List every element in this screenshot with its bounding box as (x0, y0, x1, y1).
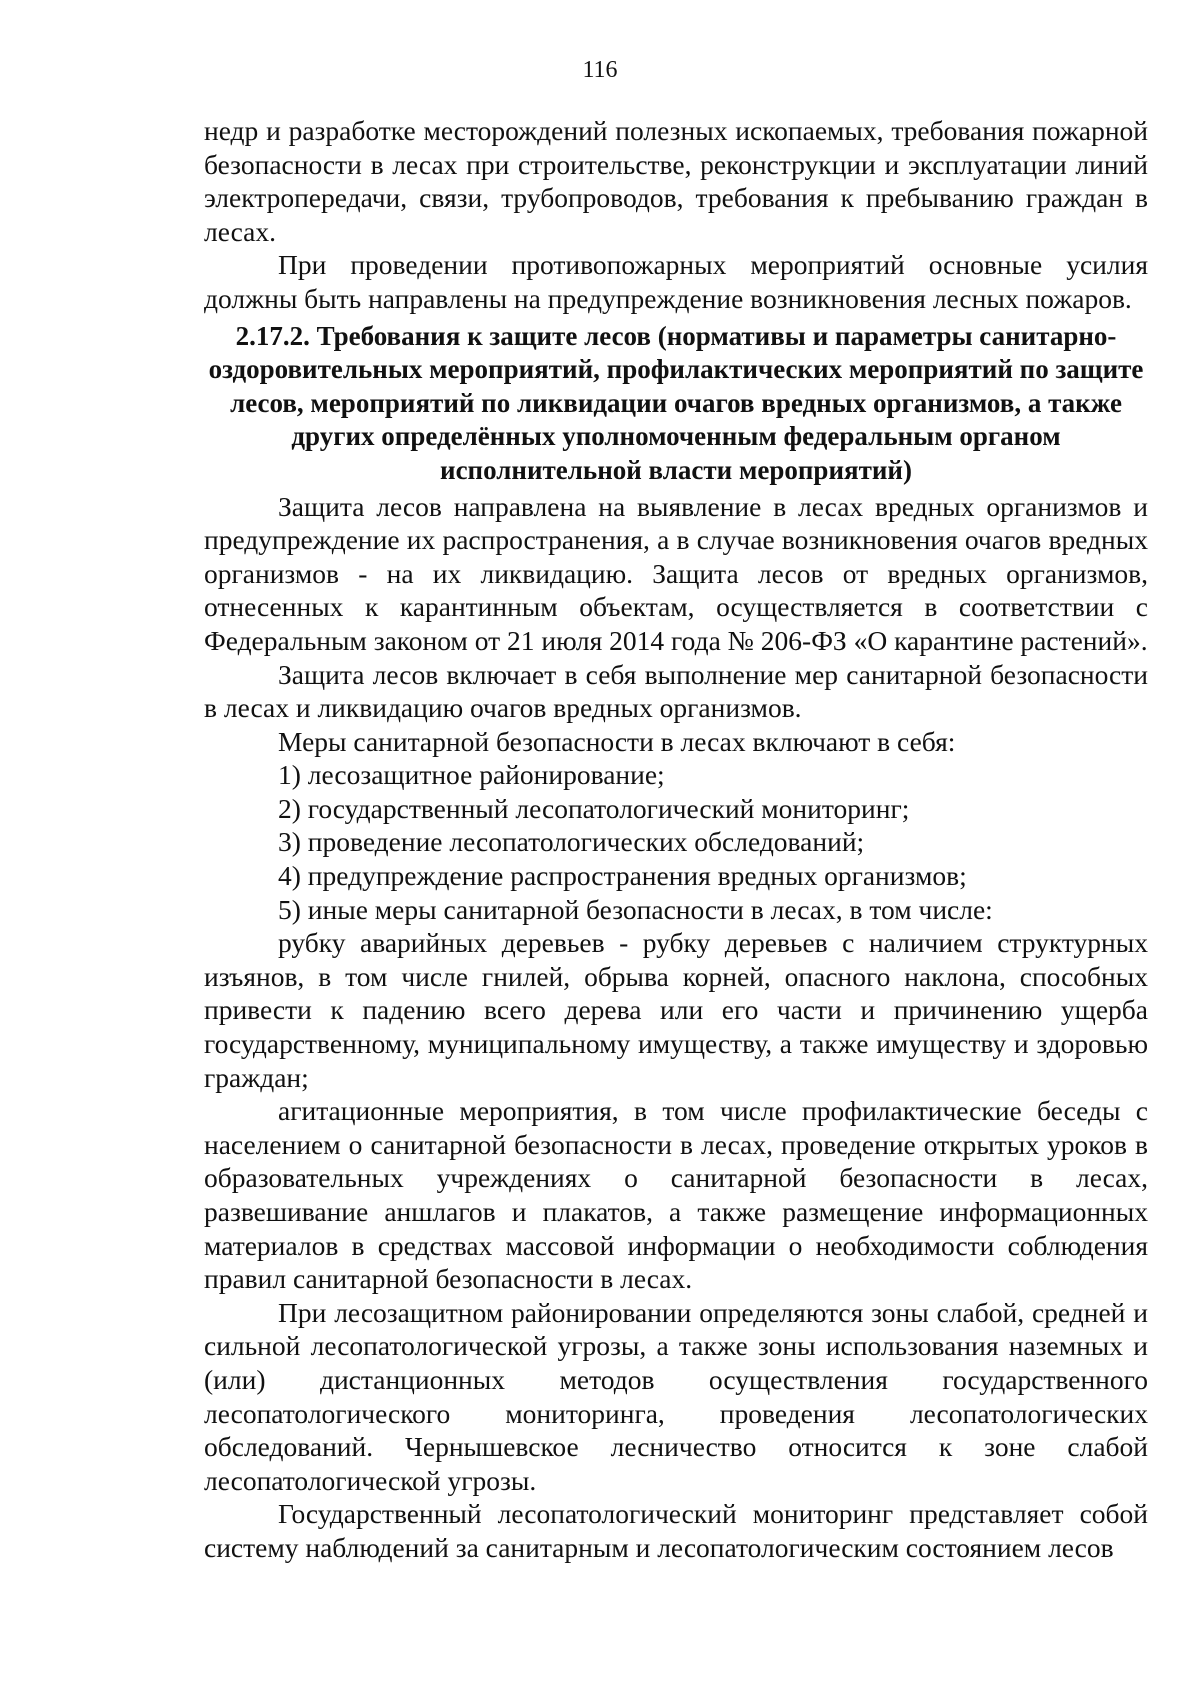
list-item: 2) государственный лесопатологический мониторинг; (278, 792, 910, 824)
list-item: 3) проведение лесопатологических обследований; (278, 826, 865, 858)
paragraph-sanitary-measures-intro: Меры санитарной безопасности в лесах включают в себя: (278, 725, 956, 757)
page-number: 116 (582, 57, 618, 83)
paragraph-zoning: При лесозащитном районировании определяются зоны слабой, средней и сильной лесопатологической угрозы, а также зоны использования наземных и (или) дистанционных методов осуществления государственного лесопатологического мониторинга, проведения лесопатологических обследований. Чернышевское лесничество относится к зоне слабой лесопатологической угрозы. (204, 1296, 1148, 1496)
list-item: 4) предупреждение распространения вредных организмов; (278, 860, 967, 892)
paragraph-awareness-measures: агитационные мероприятия, в том числе профилактические беседы с населением о санитарной безопасности в лесах, проведение открытых уроков в образовательных учреждениях о санитарной безопасности в лесах, развешивание аншлагов и плакатов, а также размещение информационных материалов в средствах массовой информации о необходимости соблюдения правил санитарной безопасности в лесах. (204, 1095, 1148, 1295)
paragraph-monitoring: Государственный лесопатологический мониторинг представляет собой систему наблюдений за санитарным и лесопатологическим состоянием лесов (204, 1498, 1148, 1563)
paragraph-emergency-felling: рубку аварийных деревьев - рубку деревьев с наличием структурных изъянов, в том числе гнилей, обрыва корней, опасного наклона, способных привести к падению всего дерева или его части и причинению ущерба государственному, муниципальному имуществу, а также имуществу и здоровью граждан; (204, 927, 1148, 1093)
paragraph-forest-protection-goal: Защита лесов направлена на выявление в лесах вредных организмов и предупреждение их распространения, а в случае возникновения очагов вредных организмов - на их ликвидацию. Защита лесов от вредных организмов, отнесенных к карантинным объектам, осуществляется в соответствии с Федеральным законом от 21 июля 2014 года № 206-ФЗ «О карантине растений». (204, 490, 1148, 656)
list-item: 5) иные меры санитарной безопасности в лесах, в том числе: (278, 893, 993, 925)
paragraph-forest-protection-includes: Защита лесов включает в себя выполнение мер санитарной безопасности в лесах и ликвидацию очагов вредных организмов. (204, 658, 1148, 724)
paragraph-continuation: недр и разработке месторождений полезных ископаемых, требования пожарной безопасности в лесах при строительстве, реконструкции и эксплуатации линий электропередачи, связи, трубопроводов, требования к пребыванию граждан в лесах. (204, 115, 1148, 247)
document-body (204, 114, 1148, 1565)
list-item: 1) лесозащитное районирование; (278, 759, 665, 791)
section-heading: 2.17.2. Требования к защите лесов (нормативы и параметры санитарно-оздоровительных мероприятий, профилактических мероприятий по защите лесов, мероприятий по ликвидации очагов вредных организмов, а также других определённых уполномоченным федеральным органом исполнительной власти мероприятий) (208, 320, 1144, 485)
paragraph-fire-prevention: При проведении противопожарных мероприятий основные усилия должны быть направлены на предупреждение возникновения лесных пожаров. (204, 249, 1148, 314)
